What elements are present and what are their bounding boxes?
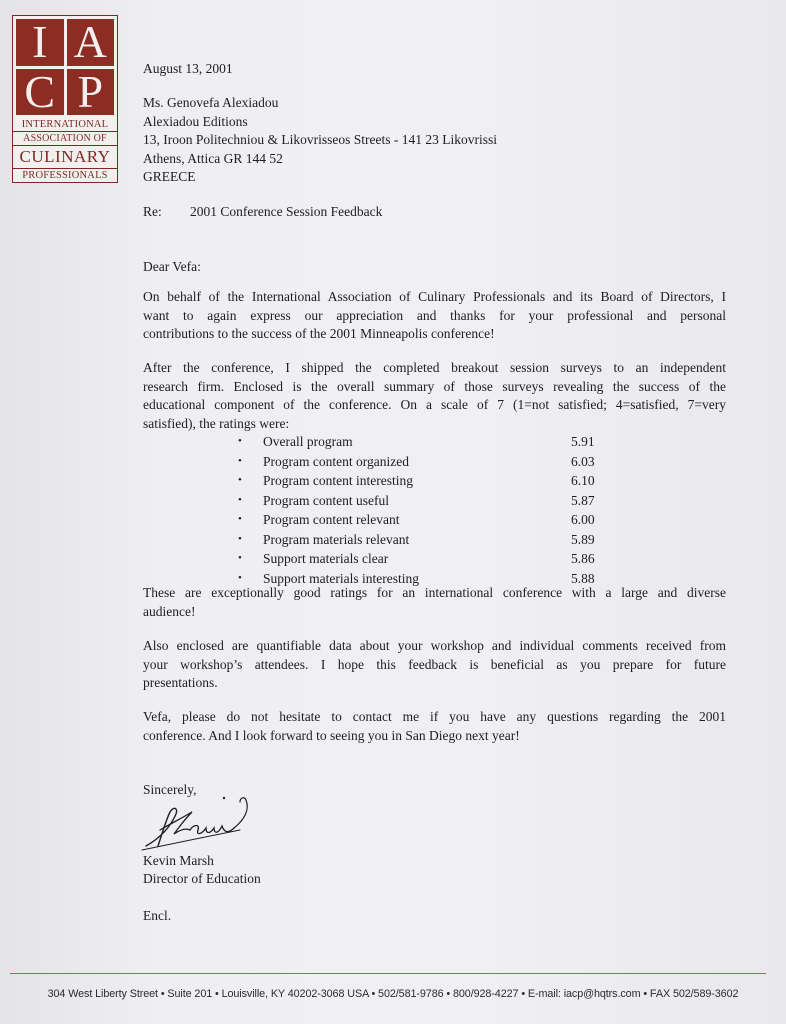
paragraph-enclosures bbox=[143, 637, 726, 693]
rating-label: Support materials interesting bbox=[263, 570, 419, 586]
logo-letter-a: A bbox=[67, 19, 115, 66]
bullet-icon: • bbox=[238, 571, 242, 584]
rating-label: Program materials relevant bbox=[263, 531, 410, 547]
paragraph-appreciation bbox=[143, 288, 726, 344]
logo-line-professionals: PROFESSIONALS bbox=[22, 170, 108, 181]
paragraph-ratings-summary bbox=[143, 584, 726, 621]
rating-row bbox=[236, 471, 616, 491]
salutation: Dear Vefa: bbox=[143, 259, 201, 274]
paragraph-line: presentations. bbox=[143, 675, 218, 690]
paragraph-line: Also enclosed are quantifiable data about your workshop and individual comments received from bbox=[143, 638, 726, 653]
re-label: Re: bbox=[143, 204, 162, 219]
iacp-logo bbox=[12, 15, 118, 183]
rating-value: 6.00 bbox=[571, 512, 595, 527]
paragraph-line: research firm. Enclosed is the overall summary of those surveys revealing the success of the bbox=[143, 378, 726, 394]
paragraph-line: contributions to the success of the 2001 Minneapolis conference! bbox=[143, 326, 495, 341]
recipient-company: Alexiadou Editions bbox=[143, 113, 248, 129]
rating-label: Program content useful bbox=[263, 492, 389, 508]
bullet-icon: • bbox=[238, 454, 242, 467]
bullet-icon: • bbox=[238, 552, 242, 564]
logo-wordmark bbox=[13, 118, 117, 182]
rating-value: 5.87 bbox=[571, 492, 595, 508]
rating-label: Program content organized bbox=[263, 453, 409, 469]
paragraph-contact bbox=[143, 708, 726, 745]
rating-value: 6.03 bbox=[571, 453, 595, 469]
signer-name: Kevin Marsh bbox=[143, 853, 214, 868]
logo-letter-c: C bbox=[16, 69, 64, 116]
paragraph-line: satisfied), the ratings were: bbox=[143, 415, 290, 431]
logo-line-international: INTERNATIONAL bbox=[13, 118, 117, 132]
logo-letter-i: I bbox=[16, 19, 64, 66]
signer-title: Director of Education bbox=[143, 871, 261, 886]
paragraph-line: After the conference, I shipped the completed breakout session surveys to an independent bbox=[143, 360, 726, 375]
rating-row bbox=[236, 491, 616, 511]
logo-line-association: ASSOCIATION OF bbox=[13, 132, 117, 146]
rating-label: Program content interesting bbox=[263, 473, 413, 488]
recipient-name: Ms. Genovefa Alexiadou bbox=[143, 95, 279, 110]
rating-row bbox=[236, 549, 616, 569]
rating-value: 6.10 bbox=[571, 473, 595, 488]
bullet-icon: • bbox=[238, 474, 242, 486]
rating-value: 5.89 bbox=[571, 531, 595, 547]
paragraph-line: educational component of the conference. On a scale of 7 (1=not satisfied; 4=satisfied, 7=very bbox=[143, 397, 726, 412]
paragraph-line: Vefa, please do not hesitate to contact me if you have any questions regarding the 2001 bbox=[143, 709, 726, 724]
rating-row bbox=[236, 432, 616, 452]
paragraph-survey bbox=[143, 359, 726, 433]
logo-letter-p: P bbox=[67, 69, 115, 116]
footer-divider bbox=[10, 973, 766, 974]
letter-date: August 13, 2001 bbox=[143, 61, 233, 76]
paragraph-line: audience! bbox=[143, 603, 196, 619]
bullet-icon: • bbox=[238, 532, 242, 545]
rating-label: Overall program bbox=[263, 434, 353, 449]
rating-value: 5.86 bbox=[571, 551, 595, 566]
rating-value: 5.91 bbox=[571, 434, 595, 449]
rating-value: 5.88 bbox=[571, 570, 595, 586]
rating-label: Support materials clear bbox=[263, 551, 389, 566]
rating-label: Program content relevant bbox=[263, 512, 400, 527]
rating-row bbox=[236, 452, 616, 472]
paragraph-line: These are exceptionally good ratings for an international conference with a large and diverse bbox=[143, 585, 726, 600]
bullet-icon: • bbox=[238, 435, 242, 447]
footer-address: 304 West Liberty Street • Suite 201 • Louisville, KY 40202-3068 USA • 502/581-9786 • 800/928-4227 • E-mail: iacp@hqtrs.com • FAX 502/589-3602 bbox=[47, 988, 739, 1000]
bullet-icon: • bbox=[238, 493, 242, 506]
closing: Sincerely, bbox=[143, 782, 197, 797]
paragraph-line: your workshop’s attendees. I hope this feedback is beneficial as you prepare for future bbox=[143, 656, 726, 672]
rating-row bbox=[236, 530, 616, 550]
ratings-list bbox=[236, 432, 616, 588]
logo-monogram bbox=[16, 16, 114, 117]
logo-line-culinary: CULINARY bbox=[13, 146, 117, 169]
re-subject: 2001 Conference Session Feedback bbox=[190, 204, 383, 219]
paragraph-line: want to again express our appreciation and thanks for your professional and personal bbox=[143, 307, 726, 323]
rating-row bbox=[236, 510, 616, 530]
recipient-city: Athens, Attica GR 144 52 bbox=[143, 150, 283, 166]
enclosure-note: Encl. bbox=[143, 908, 172, 923]
recipient-country: GREECE bbox=[143, 169, 196, 184]
paragraph-line: conference. And I look forward to seeing you in San Diego next year! bbox=[143, 727, 520, 743]
signature-icon bbox=[140, 790, 260, 855]
paragraph-line: On behalf of the International Association of Culinary Professionals and its Board of Directors, I bbox=[143, 289, 726, 304]
recipient-street: 13, Iroon Politechniou & Likovrisseos Streets - 141 23 Likovrissi bbox=[143, 132, 497, 147]
bullet-icon: • bbox=[238, 513, 242, 525]
